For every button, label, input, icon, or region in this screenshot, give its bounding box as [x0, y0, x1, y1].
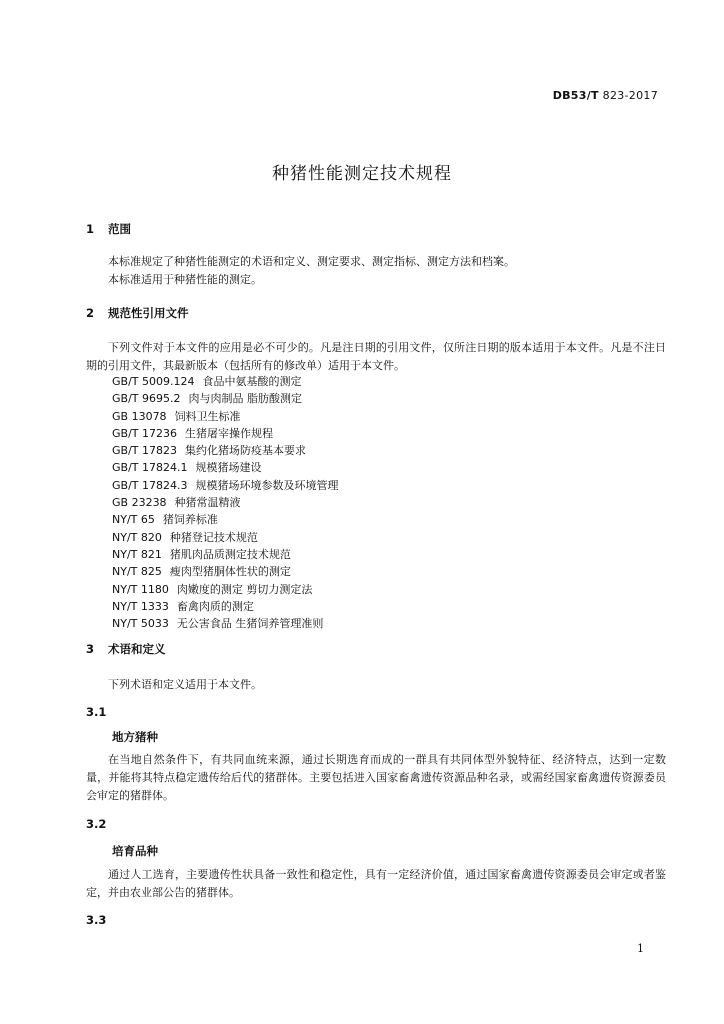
section-1-heading — [86, 221, 131, 237]
term-definition: 通过人工选育，主要遗传性状具备一致性和稳定性，具有一定经济价值，通过国家畜禽遗传资源委员会审定或者鉴定，并由农业部公告的猪群体。 — [86, 868, 666, 899]
reference-item — [112, 598, 338, 615]
reference-item — [112, 442, 338, 459]
section-1-para-2: 本标准适用于种猪性能的测定。 — [108, 273, 262, 286]
page-number: 1 — [637, 942, 644, 955]
reference-title: 规模猪场建设 — [195, 461, 262, 475]
reference-item — [112, 529, 338, 546]
section-1-para-1: 本标准规定了种猪性能测定的术语和定义、测定要求、测定指标、测定方法和档案。 — [108, 255, 515, 268]
section-title: 规范性引用文件 — [108, 306, 189, 320]
term-number: 3.2 — [86, 817, 107, 831]
reference-title: 种猪常温精液 — [174, 496, 241, 510]
reference-code: NY/T 5033 — [112, 617, 169, 631]
reference-item — [112, 390, 338, 407]
section-number: 2 — [86, 306, 95, 320]
document-code-number: 823-2017 — [602, 89, 658, 102]
reference-code: GB/T 9695.2 — [112, 392, 181, 406]
reference-item — [112, 477, 338, 494]
reference-code: NY/T 1180 — [112, 582, 169, 596]
reference-code: NY/T 820 — [112, 530, 162, 544]
reference-item — [112, 373, 338, 390]
reference-title: 食品中氨基酸的测定 — [202, 375, 302, 388]
reference-item — [112, 425, 338, 442]
reference-code: GB/T 17824.3 — [112, 478, 188, 492]
reference-title: 种猪登记技术规范 — [169, 530, 258, 544]
reference-item — [112, 408, 338, 425]
reference-title: 瘦肉型猪胴体性状的测定 — [169, 565, 291, 579]
reference-title: 肉与肉制品 脂肪酸测定 — [188, 392, 302, 406]
normative-references-list — [112, 373, 338, 632]
term-name: 培育品种 — [112, 844, 158, 858]
section-number: 3 — [86, 642, 95, 656]
term-name: 地方猪种 — [112, 730, 158, 744]
reference-code: GB/T 17236 — [112, 426, 177, 440]
reference-code: GB/T 17824.1 — [112, 461, 188, 475]
page-title: 种猪性能测定技术规程 — [272, 164, 452, 184]
section-number: 1 — [86, 222, 95, 236]
section-2-intro: 下列文件对于本文件的应用是必不可少的。凡是注日期的引用文件，仅所注日期的版本适用于本文件。凡是不注日期的引用文件，其最新版本（包括所有的修改单）适用于本文件。 — [86, 341, 666, 372]
reference-code: GB/T 5009.124 — [112, 375, 195, 388]
reference-title: 肉嫩度的测定 剪切力测定法 — [176, 582, 313, 596]
reference-code: NY/T 825 — [112, 565, 162, 579]
section-3-intro: 下列术语和定义适用于本文件。 — [108, 678, 262, 691]
reference-item — [112, 459, 338, 476]
document-code — [553, 89, 658, 102]
document-code-prefix: DB53/T — [552, 89, 599, 102]
reference-title: 猪饲养标准 — [162, 513, 218, 527]
reference-code: NY/T 821 — [112, 547, 162, 561]
section-title: 术语和定义 — [108, 642, 166, 656]
reference-item — [112, 546, 338, 563]
reference-item — [112, 511, 338, 528]
reference-title: 无公害食品 生猪饲养管理准则 — [176, 617, 324, 631]
reference-title: 规模猪场环境参数及环境管理 — [195, 478, 339, 492]
term-definition: 在当地自然条件下，有共同血统来源，通过长期选育而成的一群具有共同体型外貌特征、经济特点，达到一定数量，并能将其特点稳定遗传给后代的猪群体。主要包括进入国家畜禽遗传资源品种名录，或需经国家畜禽遗传资源委员会审定的猪群体。 — [86, 753, 666, 802]
reference-title: 生猪屠宰操作规程 — [185, 426, 273, 440]
section-3-heading — [86, 641, 166, 657]
reference-item — [112, 494, 338, 511]
reference-code: GB/T 17823 — [112, 444, 177, 458]
reference-item — [112, 581, 338, 598]
reference-title: 集约化猪场防疫基本要求 — [185, 444, 306, 458]
term-number: 3.1 — [86, 705, 107, 719]
reference-code: GB 13078 — [112, 409, 167, 423]
reference-code: NY/T 1333 — [112, 599, 169, 613]
reference-title: 饲料卫生标准 — [174, 409, 241, 423]
reference-title: 畜禽肉质的测定 — [176, 599, 254, 613]
reference-item — [112, 615, 338, 632]
section-title: 范围 — [108, 222, 131, 236]
section-2-heading — [86, 305, 189, 321]
reference-code: NY/T 65 — [112, 513, 155, 527]
term-number: 3.3 — [86, 913, 107, 927]
reference-item — [112, 563, 338, 580]
reference-code: GB 23238 — [112, 496, 167, 510]
reference-title: 猪肌肉品质测定技术规范 — [169, 547, 291, 561]
